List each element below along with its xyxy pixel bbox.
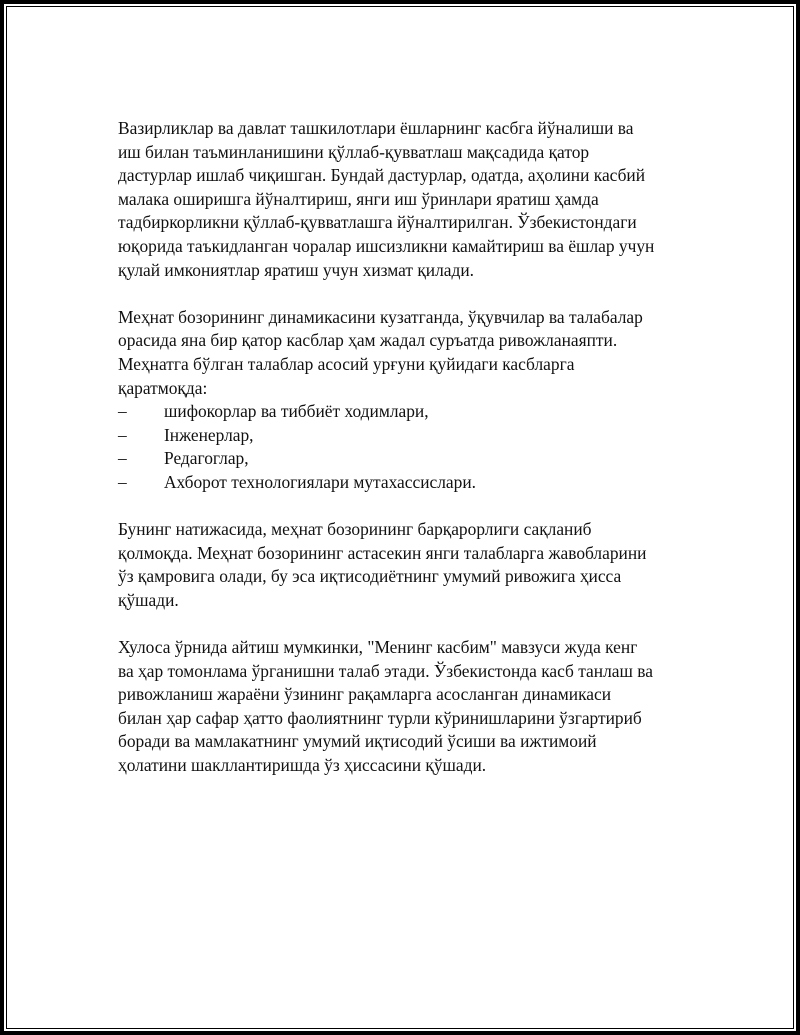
list-item-text: шифокорлар ва тиббиёт ходимлари, [164,401,429,422]
list-dash: – [118,448,127,469]
text-line: қаратмоқда: [118,377,208,398]
text-line: қолмоқда. Меҳнат бозорининг астасекин янги талабларга жавобларини [118,542,647,563]
list-dash: – [118,471,127,492]
paragraph-spacer [118,495,698,519]
text-line: Вазирликлар ва давлат ташкилотлари ёшларнинг касбга йўналиши ва [118,118,634,138]
text-line: қулай имкониятлар яратиш учун хизмат қилади. [118,259,475,280]
text-line: юқорида таъкидланган чоралар ишсизликни камайтириш ва ёшлар учун [118,235,655,256]
paragraph-spacer [118,612,698,636]
professions-list [118,400,698,494]
text-line: ва ҳар томонлама ўрганишни талаб этади. Ўзбекистонда касб танлаш ва [118,660,653,681]
text-line: ривожланиш жараёни ўзининг рақамларга асосланган динамикаси [118,684,612,705]
list-item-text: Ахборот технологиялари мутахассислари. [164,471,476,492]
paragraph-spacer [118,282,698,306]
text-line: иш билан таъминланишини қўллаб-қувватлаш мақсадида қатор [118,141,590,162]
text-line: боради ва мамлакатнинг умумий иқтисодий ўсиши ва ижтимоий [118,731,597,752]
list-dash: – [118,424,127,445]
list-item-text: Редагоглар, [164,448,249,469]
text-line: Меҳнатга бўлган талаблар асосий урғуни қуйидаги касбларга [118,353,575,374]
list-item [118,447,698,471]
text-line: малака оширишга йўналтириш, янги иш ўринлари яратиш ҳамда [118,188,599,209]
text-line: Хулоса ўрнида айтиш мумкинки, "Менинг касбим" мавзуси жуда кенг [118,637,638,658]
list-dash: – [118,401,127,422]
list-item [118,471,698,495]
text-line: Бунинг натижасида, меҳнат бозорининг барқарорлиги сақланиб [118,519,592,540]
paragraph-labor-market [118,306,698,400]
list-item [118,424,698,448]
text-line: ўз қамровига олади, бу эса иқтисодиётнинг умумий ривожига ҳисса [118,566,622,587]
text-line: дастурлар ишлаб чиқишган. Бундай дастурлар, одатда, аҳолини касбий [118,165,646,186]
paragraph-ministries [118,117,698,282]
text-line: орасида яна бир қатор касблар ҳам жадал суръатда ривожланаяпти. [118,330,618,351]
list-item [118,400,698,424]
document-body [118,117,698,778]
text-line: тадбиркорликни қўллаб-қувватлашга йўналтирилган. Ўзбекистондаги [118,212,637,233]
paragraph-conclusion [118,636,698,778]
text-line: Меҳнат бозорининг динамикасини кузатганда, ўқувчилар ва талабалар [118,306,643,327]
paragraph-result [118,518,698,612]
text-line: билан ҳар сафар ҳатто фаолиятнинг турли кўринишларини ўзгартириб [118,707,642,728]
text-line: қўшади. [118,589,179,610]
list-item-text: Інженерлар, [164,424,254,445]
text-line: ҳолатини шакллантиришда ўз ҳиссасини қўшади. [118,755,487,776]
